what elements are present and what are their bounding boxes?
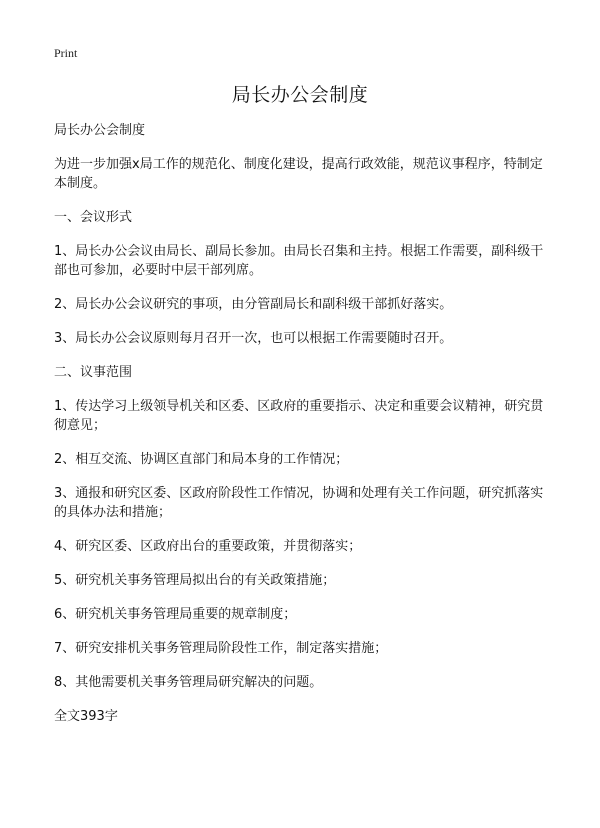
scope-item-7: 7、研究安排机关事务管理局阶段性工作，制定落实措施； [54,641,388,656]
scope-item-5: 5、研究机关事务管理局拟出台的有关政策措施； [54,573,336,588]
print-link[interactable]: Print [54,46,78,60]
meeting-format-item-3: 3、局长办公会议原则每月召开一次，也可以根据工作需要随时召开。 [54,331,453,346]
doc-subtitle: 局长办公会制度 [54,123,146,138]
section-heading-meeting-format: 一、会议形式 [54,210,133,225]
meeting-format-item-2: 2、局长办公会议研究的事项，由分管副局长和副科级干部抓好落实。 [54,297,453,312]
document-body [54,121,552,726]
section-heading-scope: 二、议事范围 [54,365,133,380]
meeting-format-item-1: 1、局长办公会议由局长、副局长参加。由局长召集和主持。根据工作需要，副科级干部也可参加，必要时中层干部列席。 [54,244,544,278]
word-count: 全文393字 [54,709,118,724]
scope-item-2: 2、相互交流、协调区直部门和局本身的工作情况； [54,452,349,467]
intro-paragraph: 为进一步加强x局工作的规范化、制度化建设，提高行政效能，规范议事程序，特制定本制度。 [54,157,543,191]
scope-item-6: 6、研究机关事务管理局重要的规章制度； [54,607,297,622]
scope-item-4: 4、研究区委、区政府出台的重要政策，并贯彻落实； [54,539,362,554]
scope-item-3: 3、通报和研究区委、区政府阶段性工作情况，协调和处理有关工作问题，研究抓落实的具体办法和措施； [54,486,544,520]
scope-item-1: 1、传达学习上级领导机关和区委、区政府的重要指示、决定和重要会议精神，研究贯彻意见； [54,399,544,433]
page-title: 局长办公会制度 [231,84,369,106]
scope-item-8: 8、其他需要机关事务管理局研究解决的问题。 [54,675,323,690]
